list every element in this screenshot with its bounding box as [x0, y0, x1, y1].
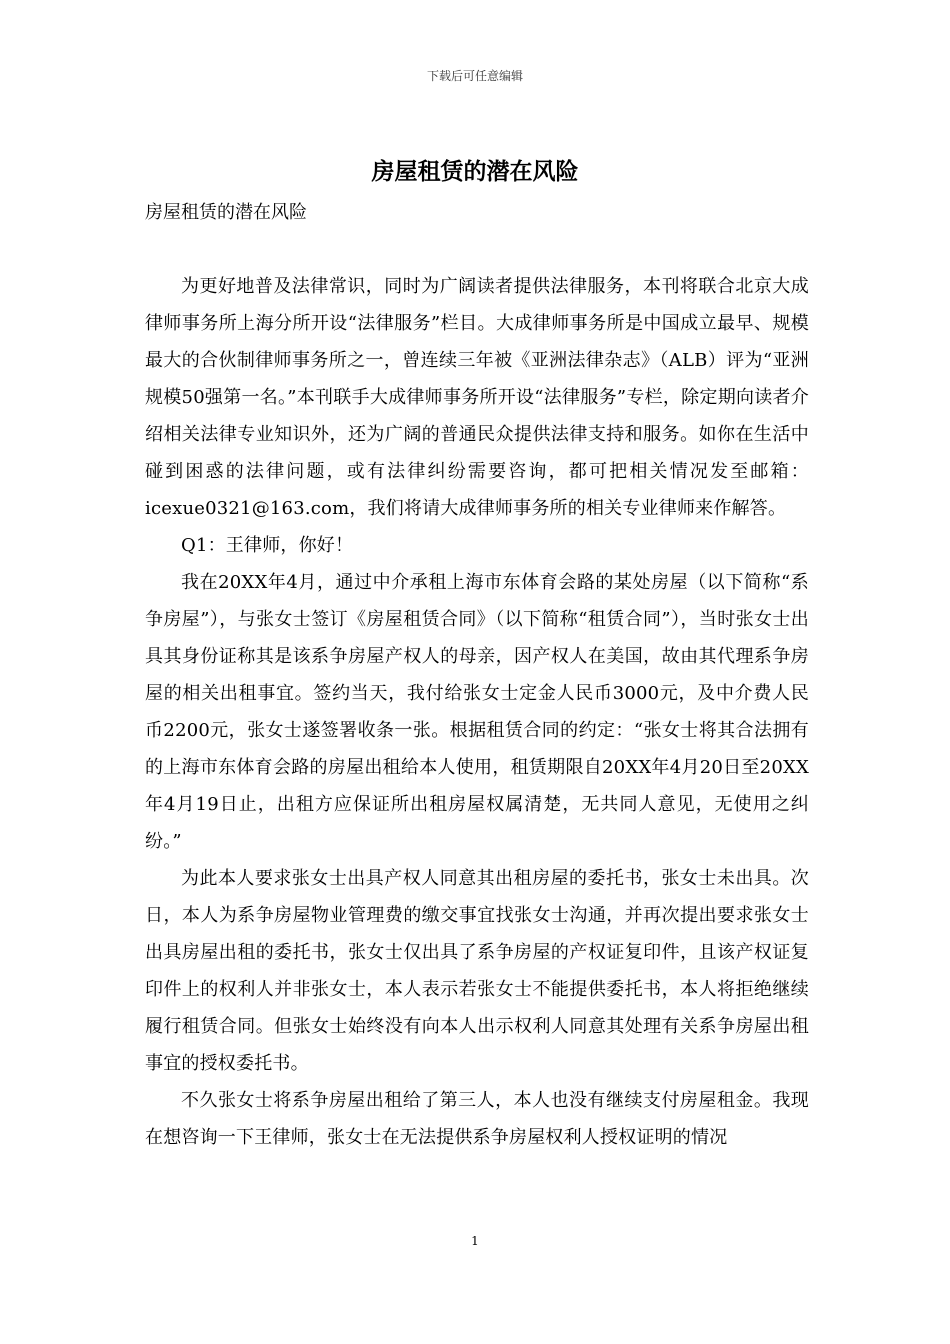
paragraph-background: 我在20XX年4月，通过中介承租上海市东体育会路的某处房屋（以下简称“系争房屋”），与张女士签订《房屋租赁合同》（以下简称“租赁合同”），当时张女士出具其身份证称其是该系争房屋产权人的母亲，因产权人在美国，故由其代理系争房屋的相关出租事宜。签约当天，我付给张女士定金人民币3000元，及中介费人民币2200元，张女士遂签署收条一张。根据租赁合同的约定：“张女士将其合法拥有的上海市东体育会路的房屋出租给本人使用，租赁期限自20XX年4月20日至20XX年4月19日止，出租方应保证所出租房屋权属清楚，无共同人意见，无使用之纠纷。” [145, 572, 809, 852]
paragraph-intro: 为更好地普及法律常识，同时为广阔读者提供法律服务，本刊将联合北京大成律师事务所上海分所开设“法律服务”栏目。大成律师事务所是中国成立最早、规模最大的合伙制律师事务所之一，曾连续三年被《亚洲法律杂志》（ALB）评为“亚洲规模50强第一名。”本刊联手大成律师事务所开设“法律服务”专栏，除定期向读者介绍相关法律专业知识外，还为广阔的普通民众提供法律支持和服务。如你在生活中碰到困惑的法律问题，或有法律纠纷需要咨询，都可把相关情况发至邮箱：icexue0321@163.com，我们将请大成律师事务所的相关专业律师来作解答。 [145, 276, 809, 519]
document-subtitle: 房屋租赁的潜在风险 [145, 202, 307, 223]
page-number: 1 [471, 1234, 479, 1248]
page-header: 下载后可任意编辑 [426, 69, 523, 83]
paragraph-consult: 不久张女士将系争房屋出租给了第三人，本人也没有继续支付房屋租金。我现在想咨询一下王律师，张女士在无法提供系争房屋权利人授权证明的情况 [145, 1090, 809, 1148]
paragraph-request: 为此本人要求张女士出具产权人同意其出租房屋的委托书，张女士未出具。次日，本人为系争房屋物业管理费的缴交事宜找张女士沟通，并再次提出要求张女士出具房屋出租的委托书，张女士仅出具了系争房屋的产权证复印件，且该产权证复印件上的权利人并非张女士，本人表示若张女士不能提供委托书，本人将拒绝继续履行租赁合同。但张女士始终没有向本人出示权利人同意其处理有关系争房屋出租事宜的授权委托书。 [145, 868, 809, 1074]
document-title: 房屋租赁的潜在风险 [371, 159, 579, 185]
document-body [145, 268, 809, 1156]
paragraph-question: Q1：王律师，你好！ [181, 535, 354, 556]
